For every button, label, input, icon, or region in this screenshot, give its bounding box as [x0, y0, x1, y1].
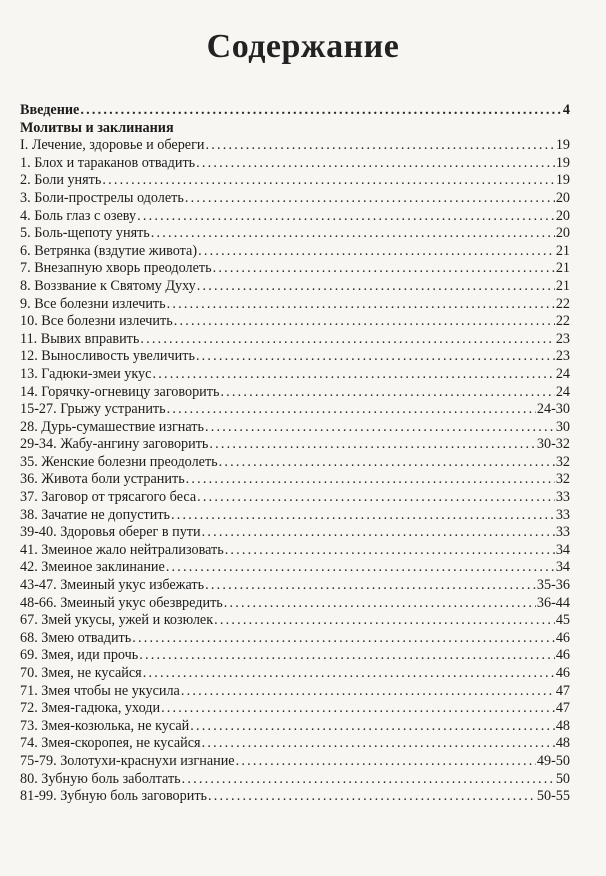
- toc-entry-page: 32: [555, 453, 570, 470]
- toc-entry-title: 28. Дурь-сумашествие изгнать: [20, 418, 204, 435]
- toc-entry-title: 67. Змей укусы, ужей и козюлек: [20, 612, 214, 629]
- toc-entry: [20, 401, 570, 419]
- toc-entry: [20, 630, 570, 648]
- toc-entry: [20, 419, 570, 437]
- toc-entry-title: Введение: [20, 102, 80, 118]
- toc-dot-leader: [166, 559, 555, 577]
- toc-entry-title: 7. Внезапную хворь преодолеть: [20, 260, 212, 277]
- toc-entry: [20, 102, 570, 120]
- toc-entry-page: 19: [555, 172, 570, 189]
- toc-entry-title: 43-47. Змеиный укус избежать: [20, 577, 205, 594]
- toc-entry-page: 33: [555, 506, 570, 523]
- toc-entry: [20, 788, 570, 806]
- toc-dot-leader: [102, 172, 554, 190]
- toc-entry: [20, 595, 570, 613]
- toc-entry-title: 71. Змея чтобы не укусила: [20, 682, 180, 699]
- toc-dot-leader: [213, 260, 555, 278]
- table-of-contents: [20, 102, 570, 806]
- toc-entry: [20, 384, 570, 402]
- toc-entry-page: 22: [555, 295, 570, 312]
- toc-entry: [20, 665, 570, 683]
- toc-entry-page: 36-44: [536, 594, 570, 611]
- toc-entry-title: 75-79. Золотухи-краснухи изгнание: [20, 752, 235, 769]
- toc-entry-title: 38. Зачатие не допустить: [20, 506, 171, 523]
- toc-dot-leader: [202, 735, 555, 753]
- toc-dot-leader: [214, 612, 555, 630]
- toc-dot-leader: [208, 788, 536, 806]
- toc-entry: [20, 524, 570, 542]
- toc-entry-page: 46: [555, 665, 570, 681]
- toc-entry-page: 35-36: [536, 577, 570, 594]
- toc-entry: [20, 471, 570, 489]
- toc-entry: [20, 348, 570, 366]
- toc-dot-leader: [198, 243, 555, 261]
- toc-entry: [20, 260, 570, 278]
- toc-entry: [20, 155, 570, 173]
- toc-dot-leader: [220, 384, 554, 402]
- toc-entry-title: Молитвы и заклинания: [20, 119, 174, 136]
- toc-dot-leader: [225, 542, 555, 560]
- toc-entry: [20, 559, 570, 577]
- toc-dot-leader: [182, 771, 555, 789]
- toc-entry-page: 20: [555, 225, 570, 242]
- toc-entry-page: 47: [555, 700, 570, 717]
- toc-entry: [20, 331, 570, 349]
- toc-dot-leader: [80, 102, 562, 120]
- toc-entry: [20, 647, 570, 665]
- toc-entry: [20, 366, 570, 384]
- page-title: Содержание: [206, 28, 400, 65]
- toc-entry-title: 2. Боли унять: [20, 172, 102, 189]
- toc-entry: [20, 313, 570, 331]
- toc-entry: [20, 700, 570, 718]
- toc-entry: [20, 454, 570, 472]
- toc-dot-leader: [137, 208, 555, 226]
- toc-entry-title: I. Лечение, здоровье и обереги: [20, 137, 205, 154]
- toc-dot-leader: [174, 313, 555, 331]
- toc-entry-page: 24-30: [536, 401, 570, 418]
- toc-dot-leader: [143, 665, 555, 683]
- toc-entry-title: 14. Горячку-огневицу заговорить: [20, 383, 220, 400]
- toc-entry-title: 80. Зубную боль заболтать: [20, 770, 181, 787]
- toc-dot-leader: [152, 366, 554, 384]
- toc-entry-page: 34: [555, 541, 570, 558]
- toc-entry: [20, 771, 570, 789]
- toc-entry: [20, 278, 570, 296]
- toc-entry-page: 33: [555, 524, 570, 541]
- toc-entry-title: 39-40. Здоровья оберег в пути: [20, 524, 201, 541]
- toc-entry: [20, 577, 570, 595]
- toc-entry-page: 21: [555, 260, 570, 277]
- toc-entry: [20, 172, 570, 190]
- toc-entry: [20, 489, 570, 507]
- toc-entry-page: 20: [555, 189, 570, 206]
- toc-entry-title: 69. Змея, иди прочь: [20, 647, 139, 664]
- toc-entry: [20, 683, 570, 701]
- toc-dot-leader: [181, 683, 555, 701]
- toc-dot-leader: [196, 348, 555, 366]
- toc-dot-leader: [205, 577, 536, 595]
- toc-entry-page: 4: [562, 102, 570, 118]
- toc-dot-leader: [209, 436, 535, 454]
- toc-entry-title: 35. Женские болезни преодолеть: [20, 453, 218, 470]
- toc-entry: [20, 208, 570, 226]
- toc-dot-leader: [202, 524, 555, 542]
- toc-entry-page: 32: [555, 471, 570, 488]
- toc-entry-title: 11. Вывих вправить: [20, 330, 140, 347]
- toc-entry: [20, 296, 570, 314]
- toc-entry: [20, 542, 570, 560]
- toc-entry-page: 21: [555, 277, 570, 294]
- toc-dot-leader: [167, 296, 555, 314]
- toc-entry: [20, 612, 570, 630]
- toc-dot-leader: [205, 419, 555, 437]
- toc-entry: [20, 120, 570, 138]
- toc-entry: [20, 190, 570, 208]
- toc-entry-page: 50: [555, 770, 570, 787]
- toc-entry-page: 49-50: [536, 752, 570, 769]
- toc-entry-title: 37. Заговор от трясагого беса: [20, 489, 197, 506]
- toc-entry-title: 10. Все болезни излечить: [20, 313, 173, 330]
- toc-entry: [20, 735, 570, 753]
- toc-entry-page: 30-32: [536, 436, 570, 453]
- toc-entry-title: 48-66. Змеиный укус обезвредить: [20, 594, 223, 611]
- toc-entry-page: 48: [555, 717, 570, 734]
- toc-entry: [20, 436, 570, 454]
- toc-entry-title: 74. Змея-скоропея, не кусайся: [20, 735, 201, 752]
- toc-dot-leader: [139, 647, 555, 665]
- toc-entry-page: 24: [555, 383, 570, 400]
- toc-entry-page: 34: [555, 559, 570, 576]
- toc-dot-leader: [140, 331, 554, 349]
- toc-entry-title: 1. Блох и тараканов отвадить: [20, 154, 196, 171]
- toc-entry-title: 5. Боль-щепоту унять: [20, 225, 150, 242]
- toc-dot-leader: [132, 630, 555, 648]
- toc-dot-leader: [185, 190, 555, 208]
- toc-entry: [20, 225, 570, 243]
- toc-entry-page: 45: [555, 612, 570, 629]
- toc-entry-title: 42. Змеиное заклинание: [20, 559, 165, 576]
- toc-entry-title: 36. Живота боли устранить: [20, 471, 185, 488]
- toc-entry-title: 3. Боли-прострелы одолеть: [20, 189, 184, 206]
- toc-entry-title: 81-99. Зубную боль заговорить: [20, 788, 207, 805]
- toc-entry-title: 68. Змею отвадить: [20, 629, 132, 646]
- toc-entry-title: 6. Ветрянка (вздутие живота): [20, 242, 198, 259]
- toc-entry-page: 47: [555, 682, 570, 699]
- toc-dot-leader: [206, 137, 555, 155]
- toc-dot-leader: [171, 507, 555, 525]
- toc-entry-title: 12. Выносливость увеличить: [20, 348, 195, 365]
- toc-entry-title: 73. Змея-козюлька, не кусай: [20, 717, 190, 734]
- toc-entry-title: 72. Змея-гадюка, уходи: [20, 700, 161, 717]
- toc-entry-title: 13. Гадюки-змеи укус: [20, 365, 152, 382]
- toc-entry-title: 41. Змеиное жало нейтрализовать: [20, 541, 224, 558]
- toc-entry-title: 70. Змея, не кусайся: [20, 665, 142, 681]
- toc-entry-page: 20: [555, 207, 570, 224]
- toc-dot-leader: [236, 753, 536, 771]
- toc-entry-page: 21: [555, 242, 570, 259]
- toc-entry-title: 8. Воззвание к Святому Духу: [20, 277, 196, 294]
- toc-dot-leader: [197, 278, 555, 296]
- toc-dot-leader: [219, 454, 555, 472]
- toc-entry: [20, 507, 570, 525]
- toc-entry: [20, 718, 570, 736]
- toc-dot-leader: [197, 489, 555, 507]
- toc-entry-title: 9. Все болезни излечить: [20, 295, 166, 312]
- toc-entry-page: 30: [555, 418, 570, 435]
- toc-entry-page: 19: [555, 154, 570, 171]
- toc-dot-leader: [167, 401, 536, 419]
- toc-dot-leader: [224, 595, 536, 613]
- toc-entry-page: 24: [555, 365, 570, 382]
- toc-dot-leader: [190, 718, 555, 736]
- toc-entry-page: 23: [555, 330, 570, 347]
- toc-entry-page: 22: [555, 313, 570, 330]
- toc-entry: [20, 243, 570, 261]
- toc-entry-title: 15-27. Грыжу устранить: [20, 401, 166, 418]
- toc-dot-leader: [161, 700, 555, 718]
- toc-entry-page: 46: [555, 647, 570, 664]
- toc-entry: [20, 753, 570, 771]
- toc-entry-title: 29-34. Жабу-ангину заговорить: [20, 436, 209, 453]
- toc-entry: [20, 137, 570, 155]
- toc-dot-leader: [196, 155, 555, 173]
- toc-dot-leader: [186, 471, 555, 489]
- toc-entry-page: 50-55: [536, 788, 570, 805]
- toc-entry-page: 19: [555, 137, 570, 154]
- toc-entry-page: 46: [555, 629, 570, 646]
- toc-entry-page: 48: [555, 735, 570, 752]
- toc-entry-page: 23: [555, 348, 570, 365]
- toc-dot-leader: [151, 225, 555, 243]
- toc-entry-page: 33: [555, 489, 570, 506]
- toc-entry-title: 4. Боль глаз с озеву: [20, 207, 137, 224]
